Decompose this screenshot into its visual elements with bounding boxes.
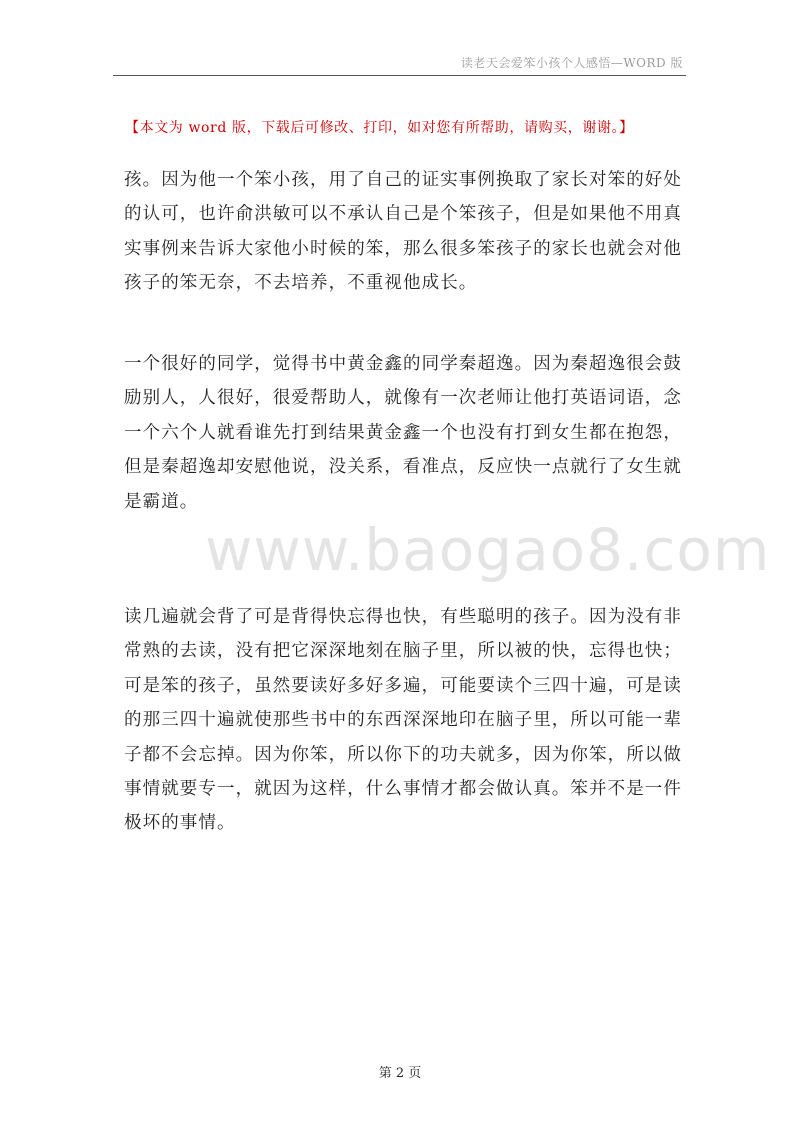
text-line: 是霸道。	[124, 491, 199, 512]
text-line: 励别人，人很好，很爱帮助人，就像有一次老师让他打英语词语，念	[124, 388, 682, 409]
text-line: 极坏的事情。	[124, 813, 236, 834]
text-line: 常熟的去读，没有把它深深地刻在脑子里，所以被的快，忘得也快；	[124, 641, 682, 662]
text-line: 孩。因为他一个笨小孩，用了自己的证实事例换取了家长对笨的好处	[124, 170, 682, 190]
text-line: 孩子的笨无奈，不去培养，不重视他成长。	[124, 273, 478, 294]
text-line: 事情就要专一，就因为这样，什么事情才都会做认真。笨并不是一件	[124, 779, 682, 800]
paragraph-1	[124, 163, 684, 301]
paragraph-2	[124, 347, 684, 519]
document-header-title: 读老天会爱笨小孩个人感悟—WORD 版	[460, 56, 683, 70]
text-line: 实事例来告诉大家他小时候的笨，那么很多笨孩子的家长也就会对他	[124, 238, 682, 259]
text-line: 读几遍就会背了可是背得快忘得也快，有些聪明的孩子。因为没有非	[124, 607, 682, 627]
page-number: 第 2 页	[378, 1066, 422, 1081]
header-divider	[113, 75, 686, 76]
text-line: 的那三四十遍就使那些书中的东西深深地印在脑子里，所以可能一辈	[124, 710, 682, 731]
text-line: 子都不会忘掉。因为你笨，所以你下的功夫就多，因为你笨，所以做	[124, 744, 682, 765]
paragraph-3	[124, 600, 684, 841]
text-line: 的认可，也许俞洪敏可以不承认自己是个笨孩子，但是如果他不用真	[124, 204, 682, 225]
watermark: www.baogao8.com	[205, 516, 771, 584]
text-line: 可是笨的孩子，虽然要读好多好多遍，可能要读个三四十遍，可是读	[124, 675, 682, 696]
text-line: 一个很好的同学，觉得书中黄金鑫的同学秦超逸。因为秦超逸很会鼓	[124, 354, 682, 374]
text-line: 一个六个人就看谁先打到结果黄金鑫一个也没有打到女生都在抱怨，	[124, 422, 682, 443]
text-line: 但是秦超逸却安慰他说，没关系，看准点，反应快一点就行了女生就	[124, 457, 682, 478]
download-notice: 【本文为 word 版，下载后可修改、打印，如对您有所帮助，请购买，谢谢。】	[125, 120, 634, 136]
